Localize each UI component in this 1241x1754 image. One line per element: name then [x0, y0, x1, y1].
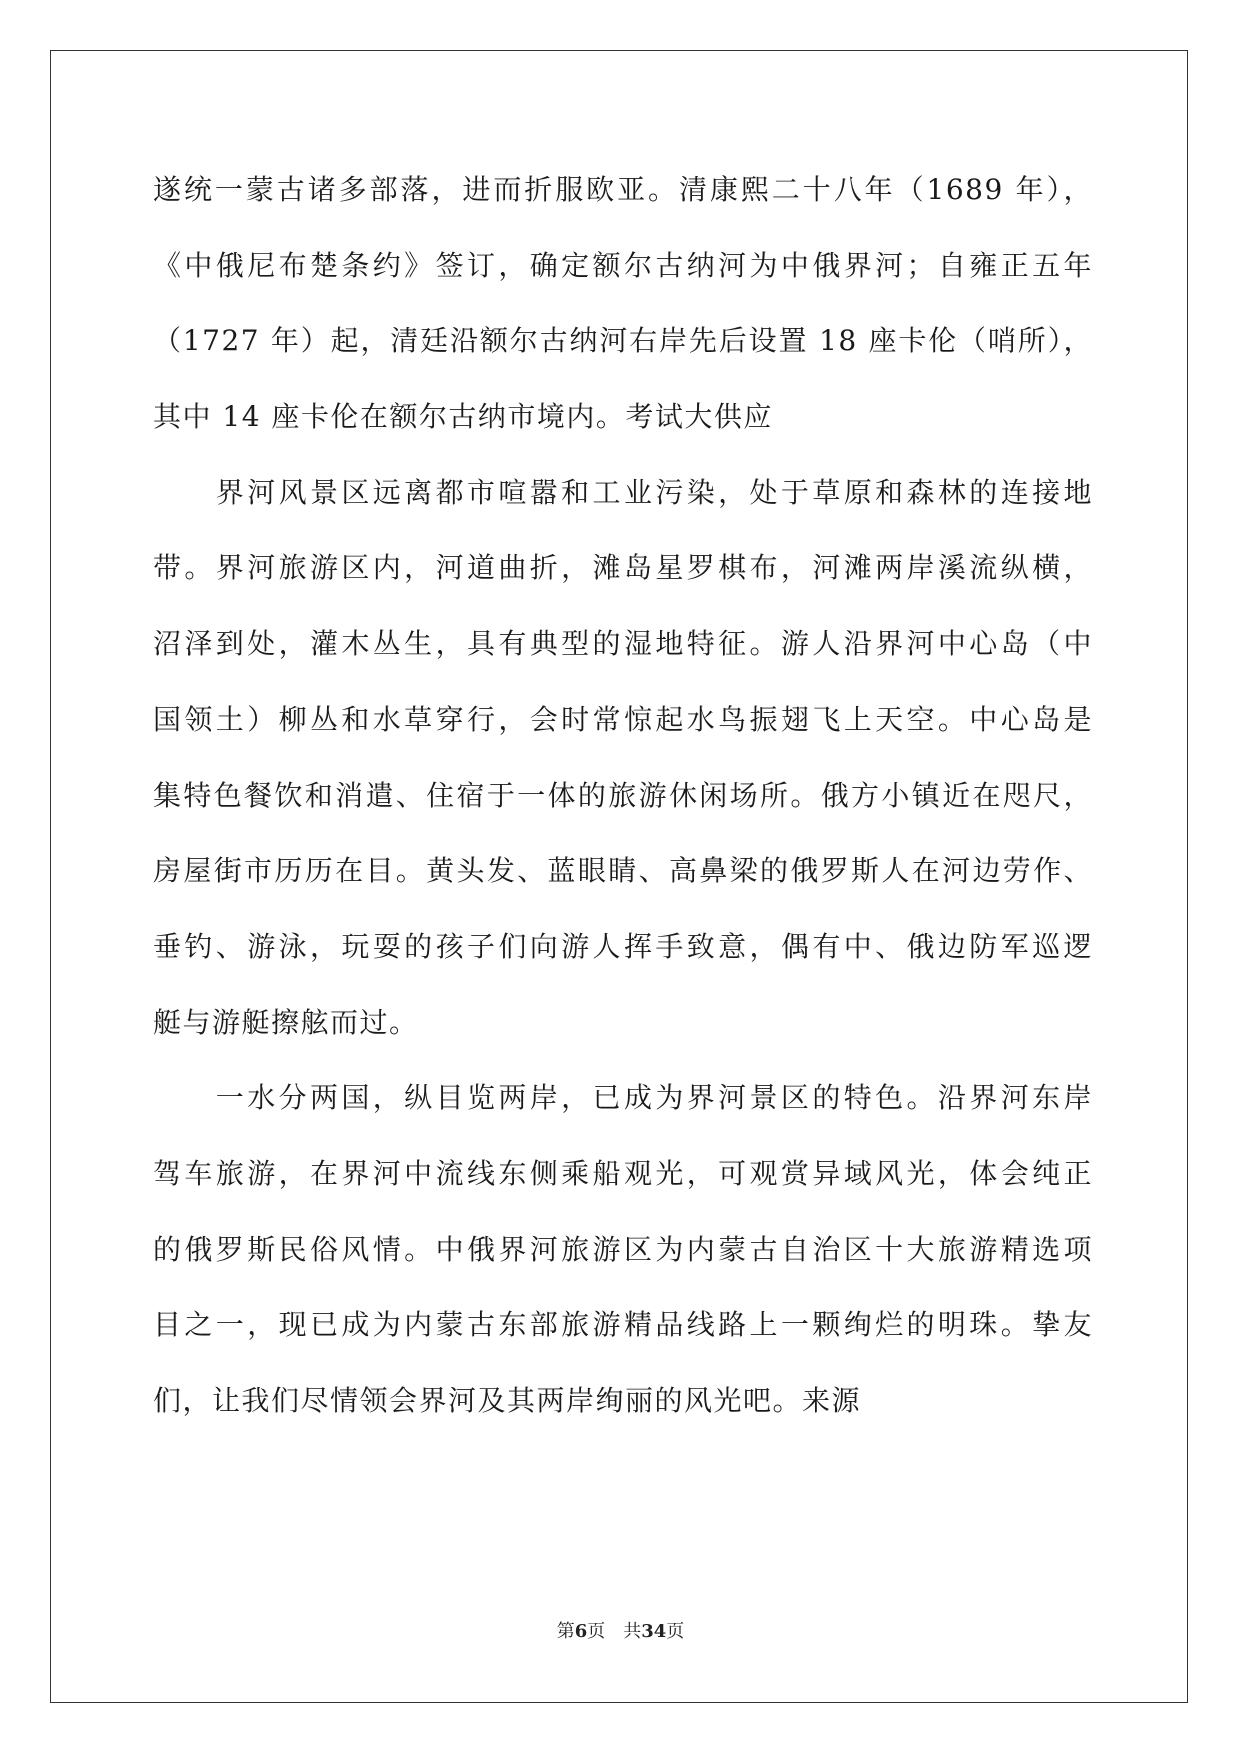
- text-line: 遂统一蒙古诸多部落，进而折服欧亚。清康熙二十八年（1689 年），: [153, 173, 1093, 206]
- text-line: 们，让我们尽情领会界河及其两岸绚丽的风光吧。来源: [153, 1384, 862, 1417]
- text-line: 垂钓、游泳，玩耍的孩子们向游人挥手致意，偶有中、俄边防军巡逻: [153, 929, 1093, 963]
- text-line: 带。界河旅游区内，河道曲折，滩岛星罗棋布，河滩两岸溪流纵横，: [153, 551, 1093, 585]
- text-line: 目之一，现已成为内蒙古东部旅游精品线路上一颗绚烂的明珠。挚友: [153, 1308, 1093, 1342]
- text-line: （1727 年）起，清廷沿额尔古纳河右岸先后设置 18 座卡伦（哨所），: [153, 324, 1093, 358]
- text-line: 界河风景区远离都市喧嚣和工业污染，处于草原和森林的连接地: [153, 475, 1093, 509]
- text-line: 艇与游艇擦舷而过。: [153, 1005, 419, 1039]
- text-line: 沼泽到处，灌木丛生，具有典型的湿地特征。游人沿界河中心岛（中: [153, 627, 1093, 661]
- text-line: 一水分两国，纵目览两岸，已成为界河景区的特色。沿界河东岸: [153, 1081, 1093, 1115]
- text-line: 的俄罗斯民俗风情。中俄界河旅游区为内蒙古自治区十大旅游精选项: [153, 1232, 1093, 1266]
- text-line: 《中俄尼布楚条约》签订，确定额尔古纳河为中俄界河；自雍正五年: [153, 248, 1093, 282]
- footer-mid: 页 共: [587, 1621, 642, 1642]
- document-body: [153, 164, 1093, 1451]
- page-footer: [0, 1617, 1241, 1643]
- current-page-number: 6: [574, 1621, 588, 1642]
- text-line: 集特色餐饮和消遣、住宿于一体的旅游休闲场所。俄方小镇近在咫尺，: [153, 778, 1093, 812]
- text-line: 其中 14 座卡伦在额尔古纳市境内。考试大供应: [153, 400, 773, 434]
- text-line: 房屋街市历历在目。黄头发、蓝眼睛、高鼻梁的俄罗斯人在河边劳作、: [153, 854, 1093, 888]
- text-line: 驾车旅游，在界河中流线东侧乘船观光，可观赏异域风光，体会纯正: [153, 1156, 1093, 1190]
- footer-suffix: 页: [666, 1621, 685, 1642]
- text-line: 国领土）柳丛和水草穿行，会时常惊起水鸟振翅飞上天空。中心岛是: [153, 702, 1093, 736]
- footer-prefix: 第: [556, 1621, 575, 1642]
- total-page-number: 34: [641, 1621, 667, 1642]
